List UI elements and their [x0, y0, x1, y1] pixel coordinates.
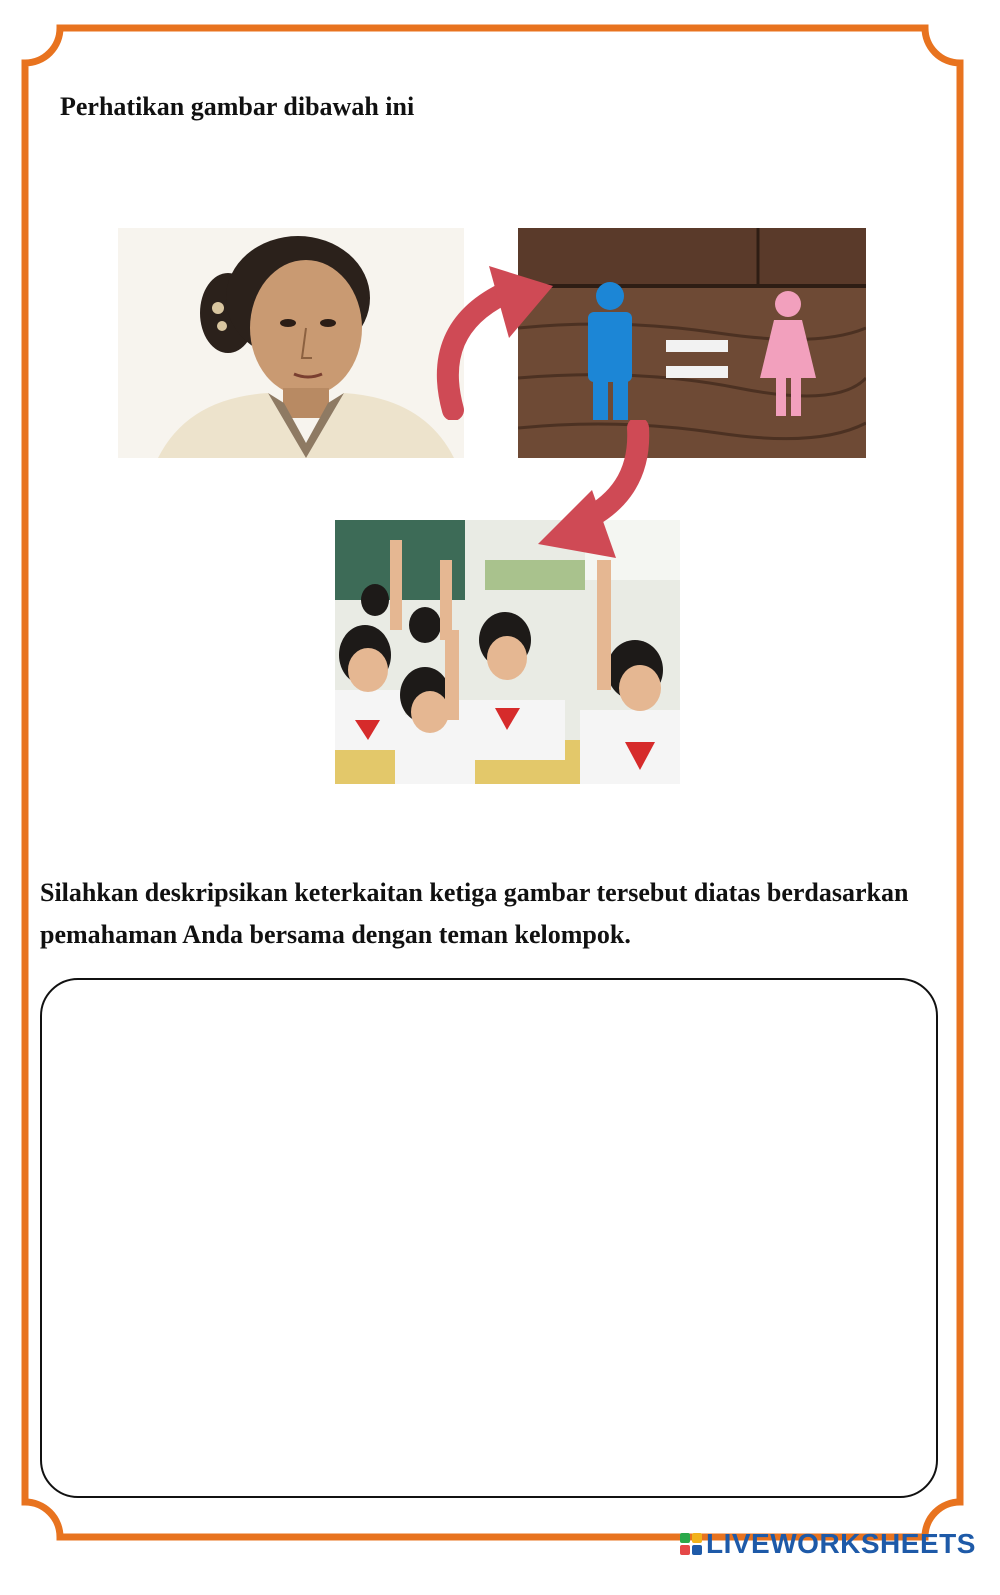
- liveworksheets-logo-icon: [680, 1533, 702, 1555]
- curved-arrow-icon: [530, 420, 670, 570]
- curved-arrow-icon: [425, 260, 565, 420]
- brand-text: LIVEWORKSHEETS: [706, 1528, 976, 1559]
- liveworksheets-brand: [680, 1528, 976, 1560]
- answer-textarea[interactable]: [40, 978, 938, 1498]
- task-instruction: Silahkan deskripsikan keterkaitan ketiga gambar tersebut diatas berdasarkan pemahaman Anda bersama dengan teman kelompok.: [40, 878, 909, 949]
- kartini-portrait-image: [118, 228, 464, 458]
- instruction-text: Perhatikan gambar dibawah ini: [60, 92, 415, 121]
